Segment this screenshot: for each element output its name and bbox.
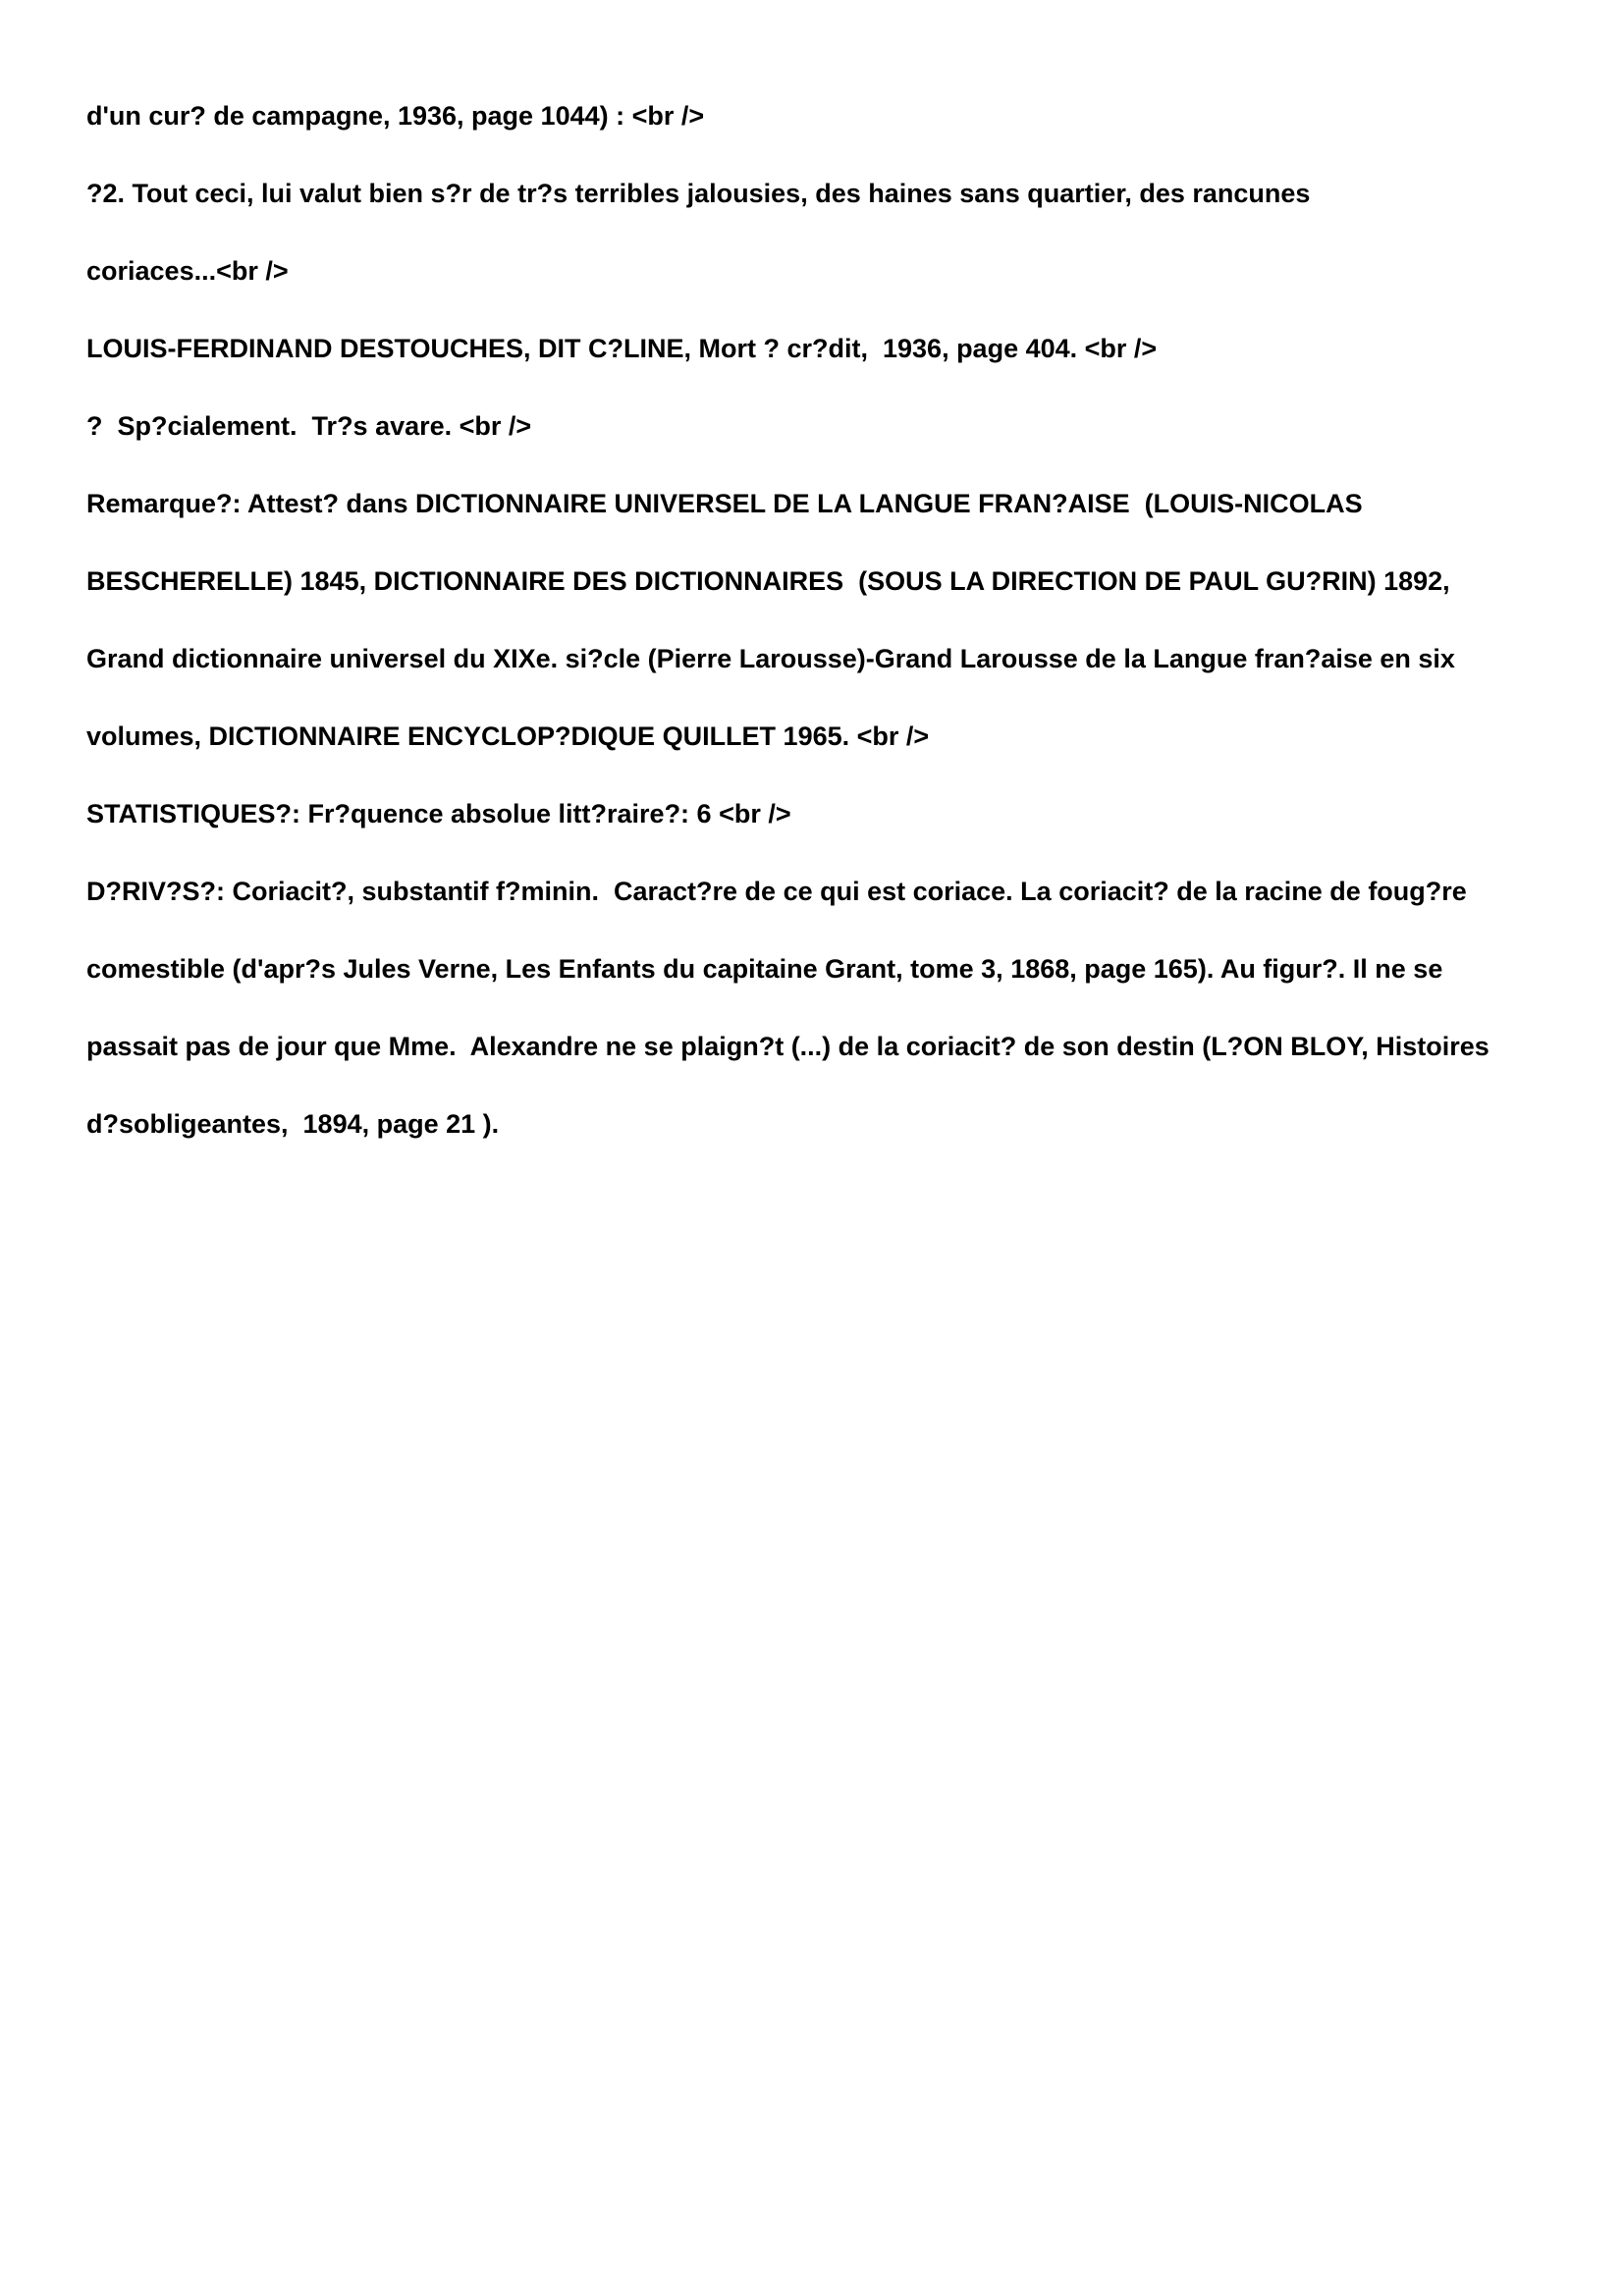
text-line: BESCHERELLE) 1845, DICTIONNAIRE DES DICTIONNAIRES (SOUS LA DIRECTION DE PAUL GU?RIN) 1892, xyxy=(86,566,1450,596)
text-line: d'un cur? de campagne, 1936, page 1044) : <br /> xyxy=(86,101,705,131)
text-line: comestible (d'apr?s Jules Verne, Les Enfants du capitaine Grant, tome 3, 1868, page 165). Au figur?. Il ne se xyxy=(86,954,1443,984)
text-line: passait pas de jour que Mme. Alexandre ne se plaign?t (...) de la coriacit? de son destin (L?ON BLOY, Histoires xyxy=(86,1032,1489,1061)
text-line: ?2. Tout ceci, lui valut bien s?r de tr?s terribles jalousies, des haines sans quartier, des rancunes xyxy=(86,179,1311,208)
text-line: D?RIV?S?: Coriacit?, substantif f?minin. Caract?re de ce qui est coriace. La coriacit? de la racine de foug?re xyxy=(86,877,1467,906)
text-line: coriaces...<br /> xyxy=(86,256,289,286)
text-line: STATISTIQUES?: Fr?quence absolue litt?raire?: 6 <br /> xyxy=(86,799,791,828)
text-line: volumes, DICTIONNAIRE ENCYCLOP?DIQUE QUILLET 1965. <br /> xyxy=(86,721,930,751)
text-line: Remarque?: Attest? dans DICTIONNAIRE UNIVERSEL DE LA LANGUE FRAN?AISE (LOUIS-NICOLAS xyxy=(86,489,1363,518)
text-line: ? Sp?cialement. Tr?s avare. <br /> xyxy=(86,411,532,441)
text-line: Grand dictionnaire universel du XIXe. si?cle (Pierre Larousse)-Grand Larousse de la Langue fran?aise en six xyxy=(86,644,1455,673)
text-line: d?sobligeantes, 1894, page 21 ). xyxy=(86,1109,500,1139)
text-line: LOUIS-FERDINAND DESTOUCHES, DIT C?LINE, Mort ? cr?dit, 1936, page 404. <br /> xyxy=(86,334,1158,363)
